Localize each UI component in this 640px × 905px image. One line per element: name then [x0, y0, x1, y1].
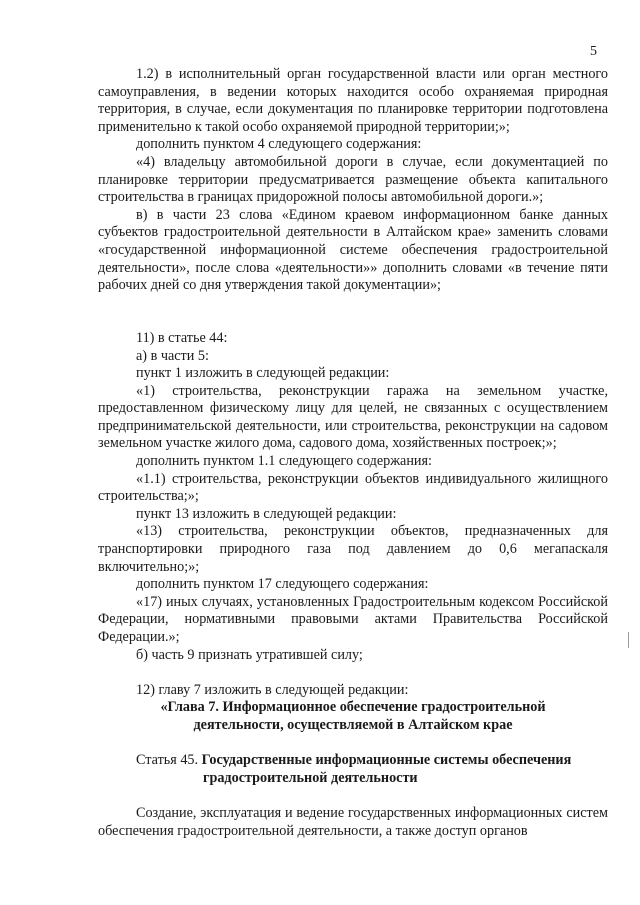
paragraph: в) в части 23 слова «Едином краевом информационном банке данных субъектов градостроительной деятельности в Алтайском крае» заменить словами «государственной информационной системе обеспечения градостроительной деятельности», после слова «деятельности»» дополнить словами «в течение пяти рабочих дней со дня утверждения такой документации»;	[98, 206, 608, 294]
paragraph: 1.2) в исполнительный орган государственной власти или орган местного самоуправления, в ведении которых находится особо охраняемая природная территория, в случае, если документация по планировке территории подготовлена применительно к такой особо охраняемой природной территории;»;	[98, 66, 608, 135]
chapter-title-line-1: «Глава 7. Информационное обеспечение градостроительной	[160, 699, 546, 716]
page-number: 5	[590, 44, 597, 59]
paragraph: пункт 13 изложить в следующей редакции:	[136, 505, 397, 522]
paragraph: «1) строительства, реконструкции гаража на земельном участке, предоставленном физическому лицу для целей, не связанных с осуществлением предпринимательской деятельности, или строительства, реконструкции на садовом земельном участке жилого дома, садового дома, хозяйственных построек;»;	[98, 382, 608, 452]
article-title-line-1: Государственные информационные системы обеспечения	[201, 752, 572, 769]
paragraph: 12) главу 7 изложить в следующей редакции:	[136, 681, 409, 698]
paragraph: «1.1) строительства, реконструкции объектов индивидуального жилищного строительства;»;	[98, 470, 608, 505]
scan-mark	[628, 632, 629, 648]
article-title-line-2: градостроительной деятельности	[203, 769, 418, 786]
article-number: Статья 45.	[136, 752, 199, 769]
paragraph: «13) строительства, реконструкции объектов, предназначенных для транспортировки природного газа под давлением до 0,6 мегапаскаля включительно;»;	[98, 523, 608, 575]
paragraph: дополнить пунктом 4 следующего содержания:	[136, 136, 422, 153]
paragraph: а) в части 5:	[136, 347, 209, 364]
paragraph: дополнить пунктом 17 следующего содержания:	[136, 576, 429, 593]
chapter-title-line-2: деятельности, осуществляемой в Алтайском крае	[193, 716, 513, 733]
paragraph: «17) иных случаях, установленных Градостроительным кодексом Российской Федерации, нормативными правовыми актами Правительства Российской Федерации.»;	[98, 593, 608, 645]
document-body	[98, 66, 608, 840]
paragraph: 11) в статье 44:	[136, 329, 228, 346]
paragraph: дополнить пунктом 1.1 следующего содержания:	[136, 453, 432, 470]
paragraph: б) часть 9 признать утратившей силу;	[136, 646, 363, 663]
paragraph: пункт 1 изложить в следующей редакции:	[136, 365, 390, 382]
paragraph: Создание, эксплуатация и ведение государственных информационных систем обеспечения градостроительной деятельности, а также доступ органов	[98, 804, 608, 839]
article-heading	[98, 752, 608, 787]
paragraph: «4) владельцу автомобильной дороги в случае, если документацией по планировке территории предусматривается размещение объекта капитального строительства в границах придорожной полосы автомобильной дороги.»;	[98, 153, 608, 206]
